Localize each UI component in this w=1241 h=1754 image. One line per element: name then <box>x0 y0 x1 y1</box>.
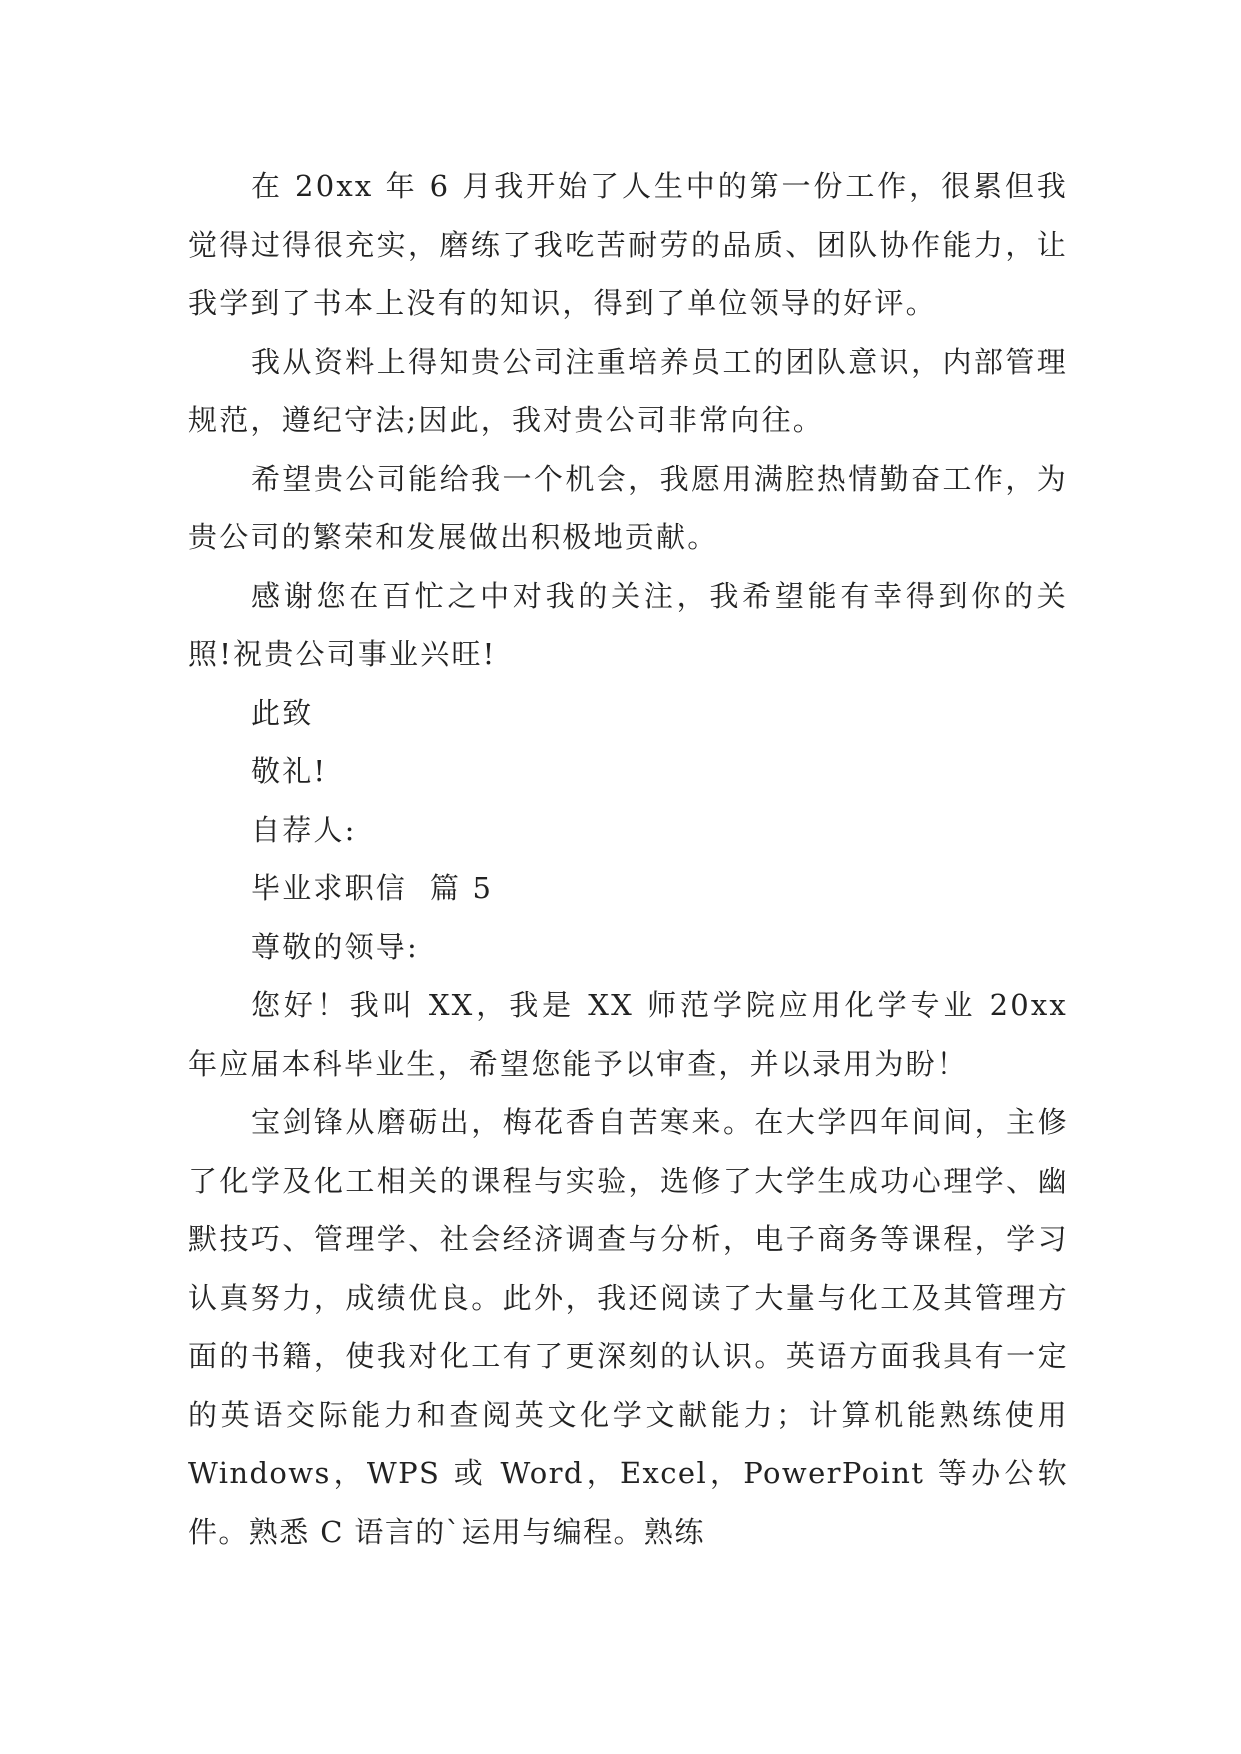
greeting: 尊敬的领导: <box>251 929 419 964</box>
paragraph-hope: 希望贵公司能给我一个机会，我愿用满腔热情勤奋工作，为贵公司的繁荣和发展做出积极地贡献。 <box>188 461 1068 554</box>
closing-regards: 敬礼! <box>251 754 328 788</box>
closing-salutation: 此致 <box>251 695 314 730</box>
letter-body <box>188 157 1080 1561</box>
paragraph-introduction: 您好！我叫 XX，我是 XX 师范学院应用化学专业 20xx 年应届本科毕业生，希望您能予以审查，并以录用为盼！ <box>188 988 1080 1081</box>
paragraph-thanks: 感谢您在百忙之中对我的关注，我希望能有幸得到你的关照!祝贵公司事业兴旺! <box>188 578 1068 671</box>
paragraph-company-info: 我从资料上得知贵公司注重培养员工的团队意识，内部管理规范，遵纪守法;因此，我对贵公司非常向往。 <box>188 344 1068 437</box>
section-heading: 毕业求职信 篇 5 <box>251 871 494 905</box>
signature-label: 自荐人: <box>251 812 357 847</box>
paragraph-first-job: 在 20xx 年 6 月我开始了人生中的第一份工作，很累但我觉得过得很充实，磨练了我吃苦耐劳的品质、团队协作能力，让我学到了书本上没有的知识，得到了单位领导的好评。 <box>188 169 1068 320</box>
paragraph-education: 宝剑锋从磨砺出，梅花香自苦寒来。在大学四年间间，主修了化学及化工相关的课程与实验，选修了大学生成功心理学、幽默技巧、管理学、社会经济调查与分析，电子商务等课程，学习认真努力，成绩优良。此外，我还阅读了大量与化工及其管理方面的书籍，使我对化工有了更深刻的认识。英语方面我具有一定的英语交际能力和查阅英文化学文献能力；计算机能熟练使用 Windows，WPS 或 Word，Excel，PowerPoint 等办公软件。熟悉 C 语言的`运用与编程。熟练 <box>188 1105 1079 1549</box>
